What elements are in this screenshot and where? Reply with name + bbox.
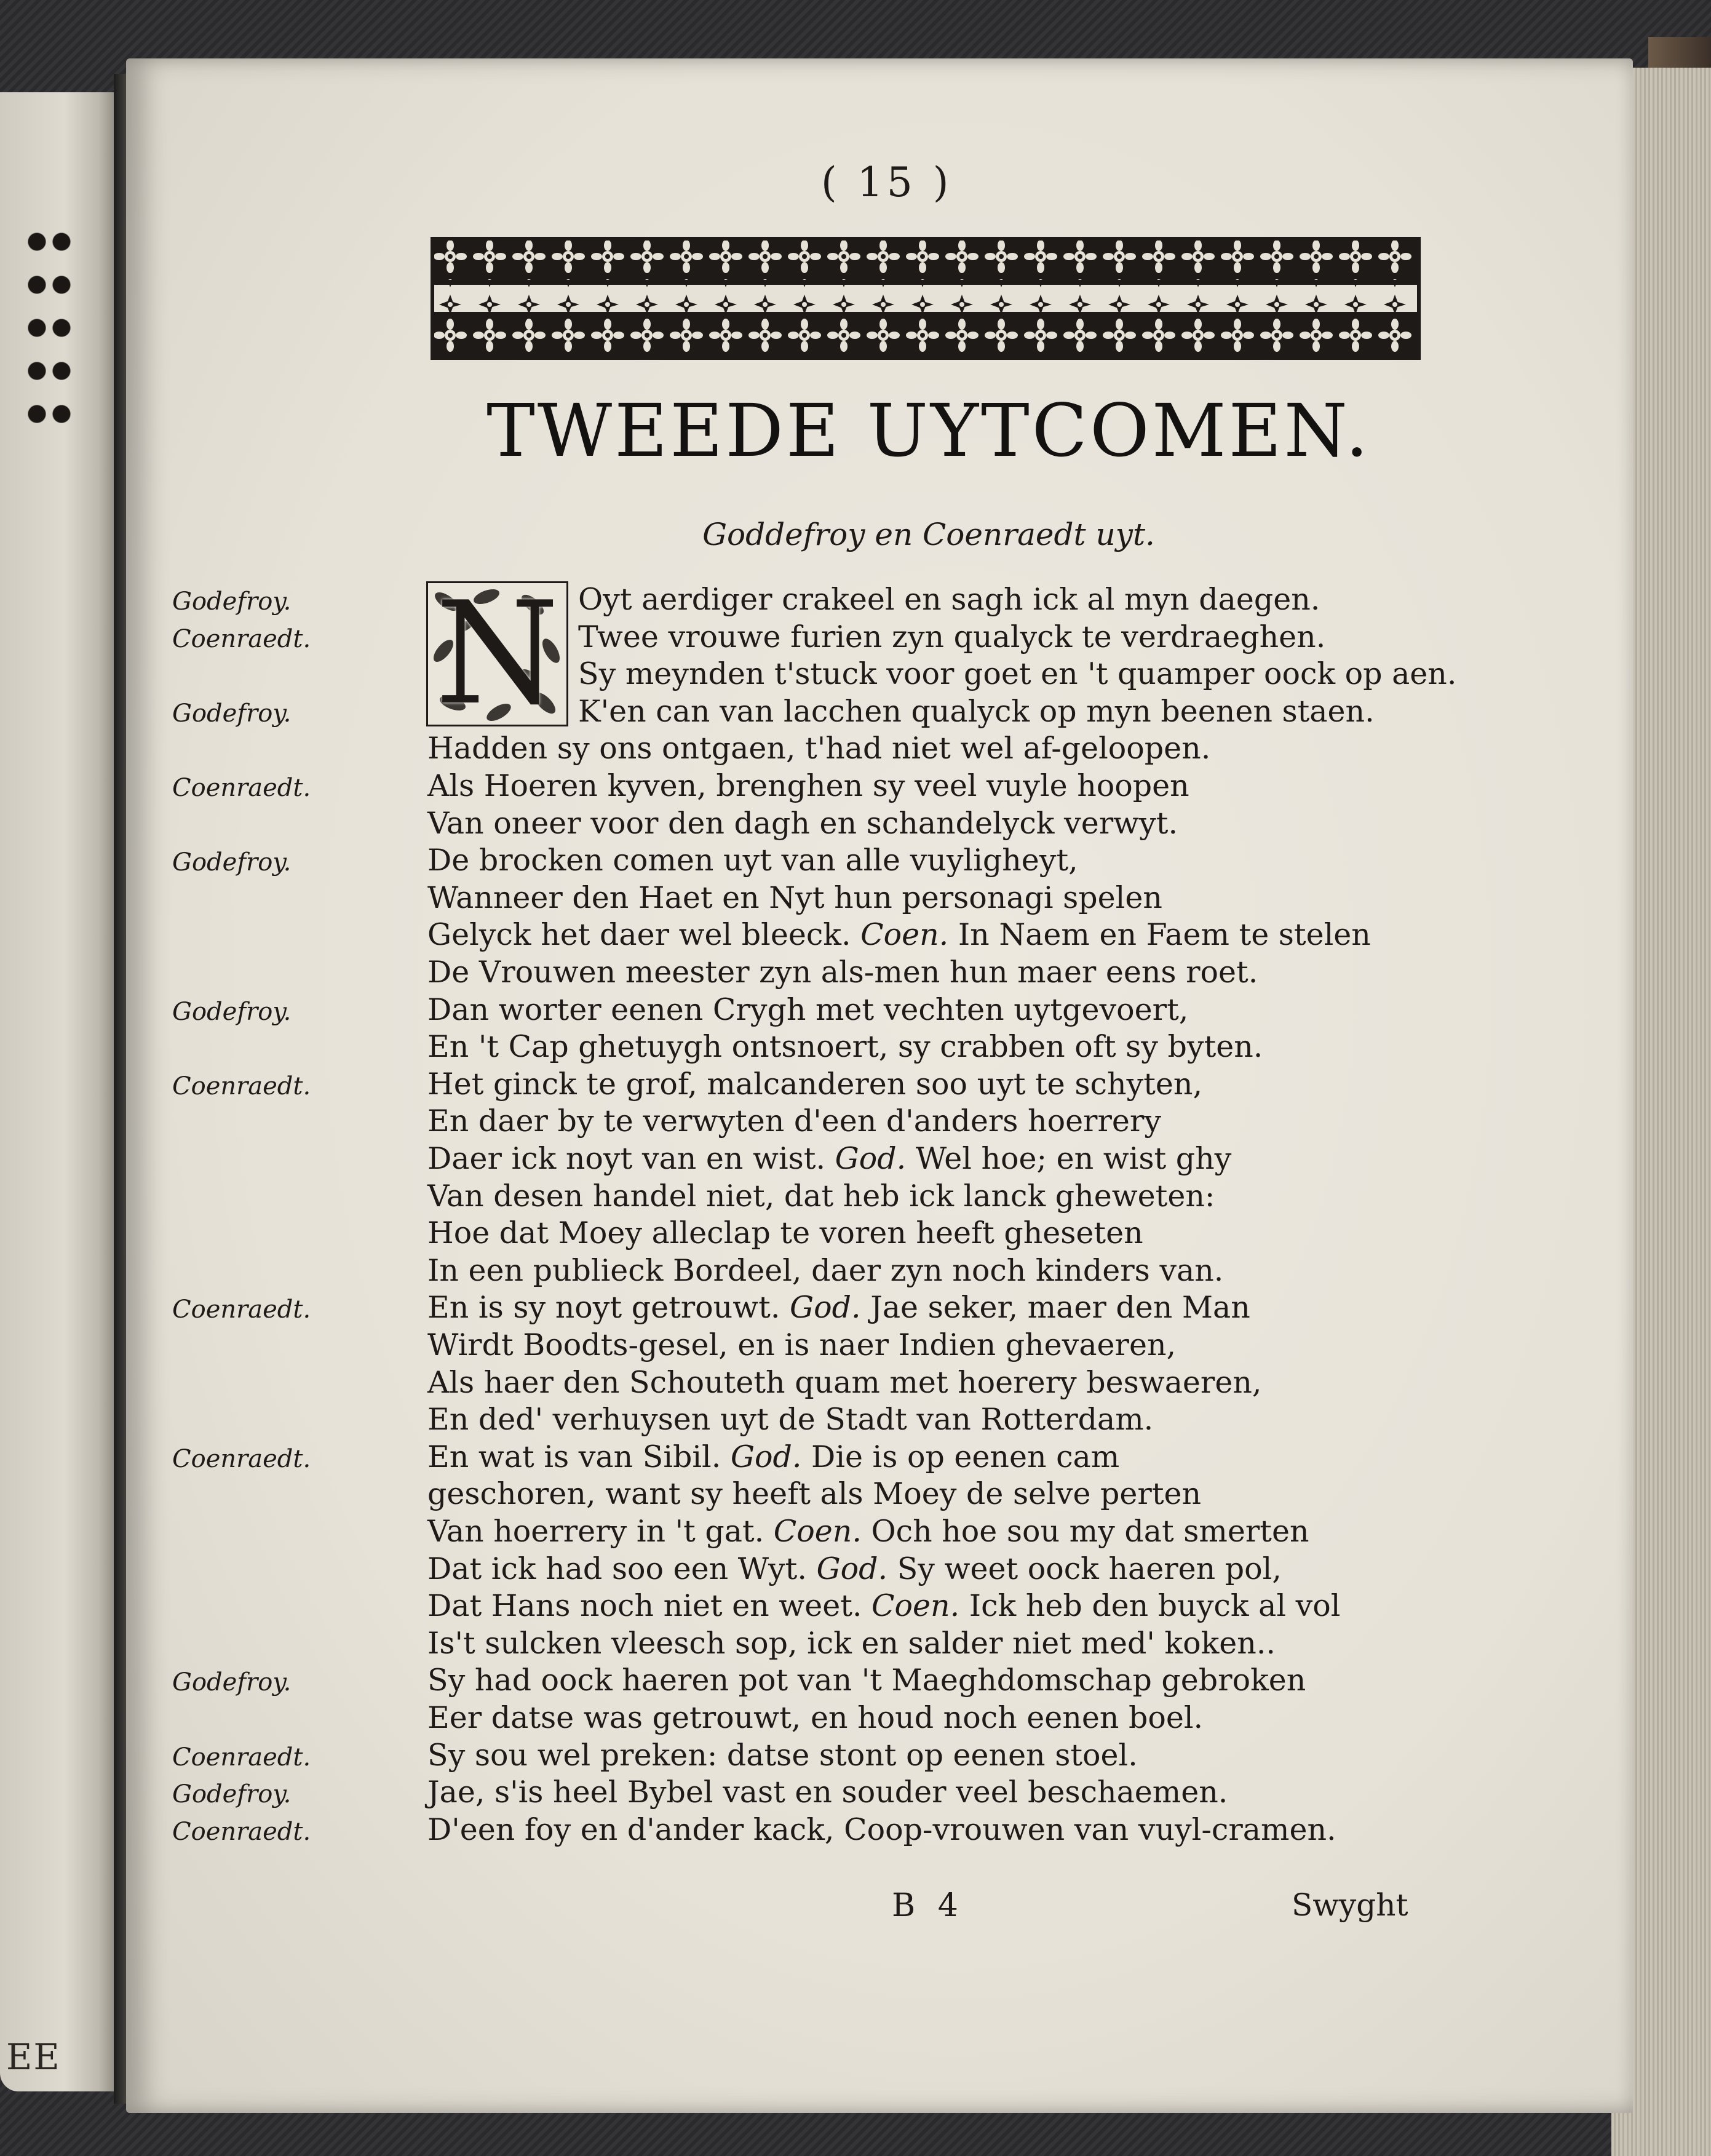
verse-fragment: Och hoe sou my dat smerten (861, 1514, 1309, 1549)
verse-line: In een publieck Bordeel, daer zyn noch kinders van. (427, 1252, 1224, 1288)
verse-line: Oyt aerdiger crakeel en sagh ick al myn daegen. (578, 582, 1320, 617)
verse-line: Het ginck te grof, malcanderen soo uyt te schyten, (427, 1066, 1203, 1102)
page-number: ( 15 ) (821, 159, 953, 206)
speaker-cue: God. (835, 1141, 907, 1176)
verse-line: Dan worter eenen Crygh met vechten uytgevoert, (427, 992, 1189, 1027)
verse-line: De Vrouwen meester zyn als-men hun maer eens roet. (427, 955, 1258, 990)
facing-page-catchword: EE (6, 2036, 61, 2078)
verse-line: Van oneer voor den dagh en schandelyck verwyt. (427, 805, 1178, 841)
verse-line (427, 1439, 1119, 1476)
verse-line (427, 1513, 1309, 1550)
verse-fragment: Jae seker, maer den Man (860, 1290, 1250, 1326)
verse-fragment: Wel hoe; en wist ghy (906, 1141, 1232, 1176)
verse-line: Is't sulcken vleesch sop, ick en salder niet med' koken.. (427, 1625, 1276, 1661)
speaker-cue: Coen. (871, 1588, 960, 1624)
verse-line (427, 1588, 1340, 1625)
verse-fragment: En wat is van Sibil. (427, 1439, 731, 1474)
verse-fragment: Daer ick noyt van en wist. (427, 1141, 835, 1176)
drop-cap-letter: N (435, 581, 560, 726)
verse-fragment: In Naem en Faem te stelen (948, 917, 1371, 953)
verse-fragment: Ick heb den buyck al vol (959, 1588, 1341, 1624)
verse-line: Jae, s'is heel Bybel vast en souder veel beschaemen. (427, 1775, 1228, 1810)
speaker-name: Coenraedt. (172, 1743, 311, 1772)
verse-line: D'een foy en d'ander kack, Coop-vrouwen van vuyl-cramen. (427, 1812, 1336, 1847)
verse-fragment: Van hoerrery in 't gat. (427, 1514, 774, 1549)
verse-line: Van desen handel niet, dat heb ick lanck gheweten: (427, 1178, 1215, 1214)
verse-line (427, 1140, 1231, 1177)
verse-fragment: Die is op eenen cam (801, 1439, 1120, 1474)
speaker-name: Godefroy. (172, 997, 292, 1026)
verse-fragment: En is sy noyt getrouwt. (427, 1290, 790, 1326)
verse-line: En 't Cap ghetuygh ontsnoert, sy crabben oft sy byten. (427, 1029, 1263, 1065)
verse-line: geschoren, want sy heeft als Moey de selve perten (427, 1476, 1202, 1512)
verse-line: Sy had oock haeren pot van 't Maeghdomschap gebroken (427, 1663, 1306, 1698)
verse-line: Hoe dat Moey alleclap te voren heeft gheseten (427, 1215, 1143, 1251)
verse-line: Als Hoeren kyven, brenghen sy veel vuyle hoopen (427, 768, 1189, 803)
verse-line: Eer datse was getrouwt, en houd noch eenen boel. (427, 1700, 1204, 1735)
verse-line: Wanneer den Haet en Nyt hun personagi spelen (427, 880, 1162, 915)
speaker-cue: God. (730, 1439, 802, 1474)
speaker-name: Coenraedt. (172, 1072, 311, 1100)
verse-fragment: Dat ick had soo een Wyt. (427, 1551, 817, 1586)
verse-fragment: Gelyck het daer wel bleeck. (427, 917, 861, 953)
verse-line: En ded' verhuysen uyt de Stadt van Rotterdam. (427, 1402, 1154, 1438)
speaker-name: Coenraedt. (172, 624, 311, 653)
scene-title: TWEEDE UYTCOMEN. (486, 388, 1371, 473)
verse-fragment: Dat Hans noch niet en weet. (427, 1588, 872, 1624)
speaker-name: Godefroy. (172, 699, 292, 728)
verse-line: En daer by te verwyten d'een d'anders hoerrery (427, 1104, 1162, 1139)
speaker-name: Coenraedt. (172, 1295, 311, 1324)
scene-heading: Goddefroy en Coenraedt uyt. (702, 517, 1155, 552)
speaker-name: Godefroy. (172, 587, 292, 616)
speaker-name: Godefroy. (172, 1668, 292, 1697)
verse-line: Sy sou wel preken: datse stont op eenen stoel. (427, 1737, 1138, 1773)
verse-line: Sy meynden t'stuck voor goet en 't quamper oock op aen. (578, 656, 1457, 692)
catchword: Swyght (1292, 1887, 1408, 1923)
verse-line: De brocken comen uyt van alle vuyligheyt, (427, 843, 1078, 878)
speaker-cue: God. (816, 1551, 888, 1586)
speaker-name: Coenraedt. (172, 1817, 311, 1846)
verse-fragment: Sy weet oock haeren pol, (887, 1551, 1282, 1586)
speaker-name: Coenraedt. (172, 774, 311, 802)
speaker-name: Coenraedt. (172, 1444, 311, 1473)
speaker-cue: Coen. (773, 1514, 862, 1549)
verse-line: Wirdt Boodts-gesel, en is naer Indien ghevaeren, (427, 1327, 1177, 1362)
speaker-name: Godefroy. (172, 848, 292, 877)
verse-line: K'en can van lacchen qualyck op myn beenen staen. (578, 693, 1375, 729)
verse-line: Als haer den Schouteth quam met hoerery beswaeren, (427, 1364, 1262, 1400)
verse-line: Twee vrouwe furien zyn qualyck te verdraeghen. (578, 619, 1326, 654)
verse-line (427, 1289, 1250, 1326)
signature-mark: B 4 (892, 1887, 964, 1924)
verse-line: Hadden sy ons ontgaen, t'had niet wel af-geloopen. (427, 731, 1211, 766)
verse-line (427, 1551, 1282, 1588)
verse-line (427, 917, 1371, 953)
speaker-cue: Coen. (860, 917, 949, 953)
speaker-cue: God. (790, 1290, 861, 1326)
speaker-name: Godefroy. (172, 1780, 292, 1809)
